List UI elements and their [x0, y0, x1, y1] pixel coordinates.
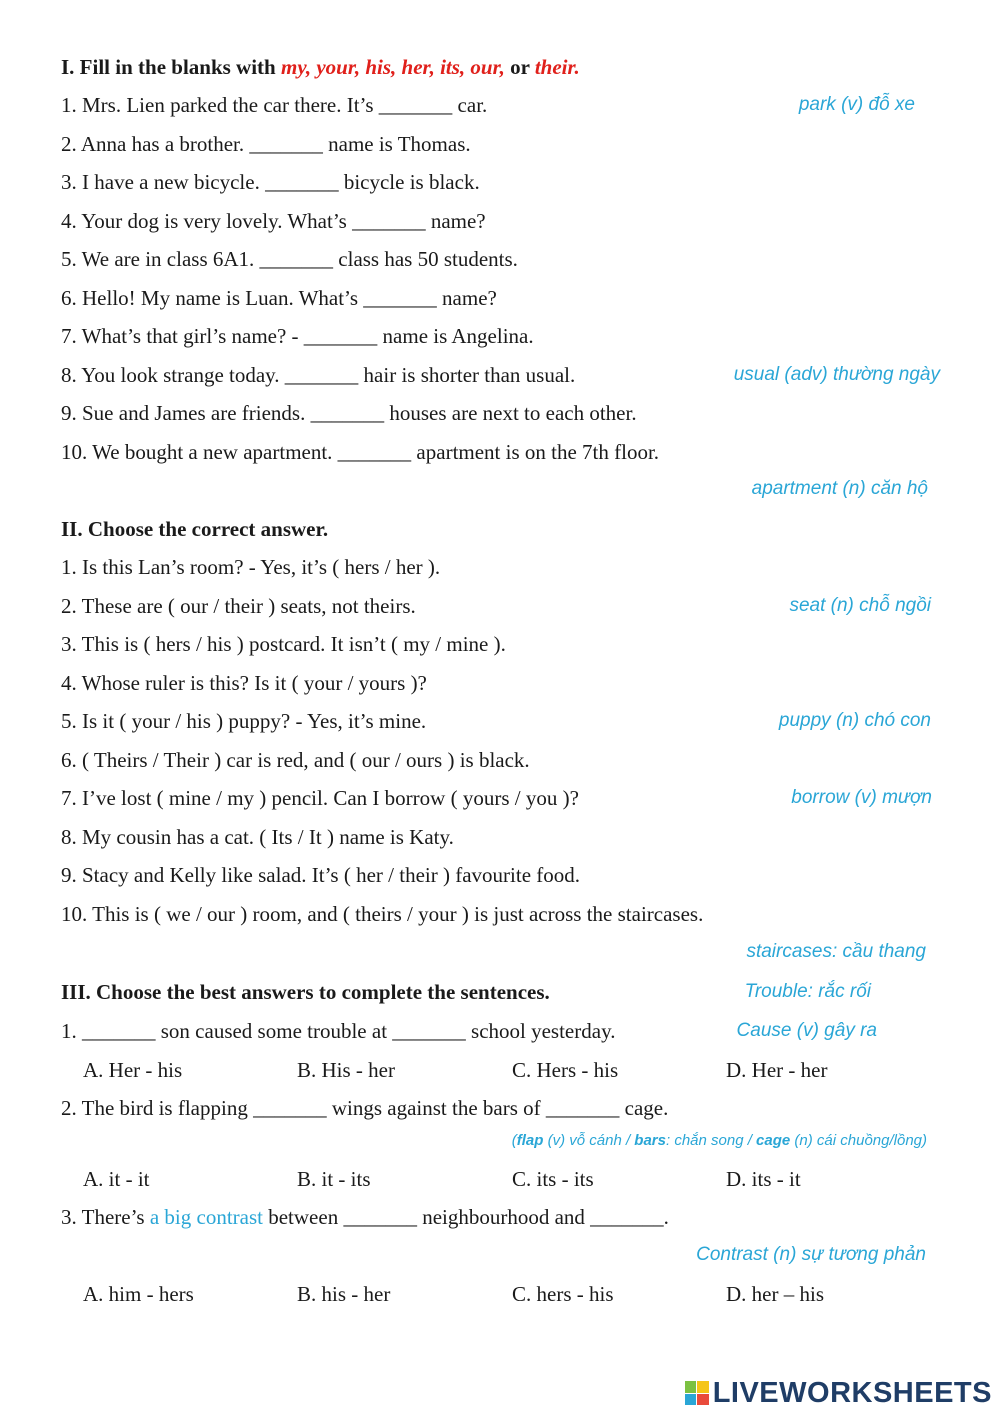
note-bars-def: : chắn song / — [665, 1132, 757, 1149]
question-text: 1. Mrs. Lien parked the car there. It’s _______ car. — [61, 93, 488, 117]
vocab-note: usual (adv) thường ngày — [733, 363, 940, 385]
question-text: 5. Is it ( your / his ) puppy? - Yes, it’s mine. — [61, 709, 427, 733]
option-b[interactable]: B. it - its — [297, 1167, 371, 1191]
question-text: 3. I have a new bicycle. _______ bicycle is black. — [61, 170, 480, 194]
vocab-note: Trouble: rắc rối — [744, 981, 871, 1002]
options-3-1 — [83, 1056, 940, 1084]
question-text: 5. We are in class 6A1. _______ class has 50 students. — [61, 247, 518, 271]
question-3-3-note-row — [61, 1241, 940, 1269]
section1-title-prefix: I. Fill in the blanks with — [61, 55, 281, 79]
question-text: 10. We bought a new apartment. _______ apartment is on the 7th floor. — [61, 439, 660, 464]
question-2-1 — [61, 553, 940, 581]
option-a[interactable]: A. him - hers — [83, 1282, 194, 1306]
vocab-note: Contrast (n) sự tương phản — [696, 1244, 926, 1265]
brand-name: LIVEWORKSHEETS — [712, 1376, 992, 1409]
question-1-2 — [61, 130, 940, 158]
option-b[interactable]: B. His - her — [297, 1058, 395, 1082]
option-d[interactable]: D. its - it — [726, 1167, 801, 1191]
question-2-4 — [61, 669, 940, 697]
vocab-note: park (v) đỗ xe — [798, 94, 915, 115]
section2-title: II. Choose the correct answer. — [61, 517, 329, 541]
question-text: 4. Your dog is very lovely. What’s _______ name? — [61, 208, 486, 233]
section1-title-last: their. — [534, 55, 580, 79]
section3-title-text: III. Choose the best answers to complete the sentences. — [61, 980, 550, 1004]
question-highlight: a big contrast — [149, 1205, 263, 1229]
note-paren: ( — [511, 1132, 517, 1149]
note-flap-term: flap — [516, 1132, 544, 1149]
vocab-note: borrow (v) mượn — [791, 787, 932, 808]
section1-title — [61, 53, 940, 81]
liveworksheets-brand[interactable] — [685, 1377, 992, 1409]
question-text: 2. Anna has a brother. _______ name is Thomas. — [61, 131, 471, 156]
liveworksheets-logo-icon — [685, 1381, 709, 1405]
section1-extra-note-row — [61, 475, 940, 503]
question-3-2: 2. The bird is flapping _______ wings against the bars of _______ cage. — [61, 1096, 669, 1120]
option-c[interactable]: C. Hers - his — [512, 1058, 619, 1082]
logo-square-yellow — [697, 1381, 709, 1393]
logo-square-blue — [685, 1394, 697, 1406]
option-b[interactable]: B. his - her — [297, 1282, 391, 1306]
question-1-6 — [61, 284, 940, 312]
question-1-10 — [61, 438, 940, 466]
question-2-3 — [61, 630, 940, 658]
question-1-5 — [61, 245, 940, 273]
logo-square-green — [685, 1381, 697, 1393]
options-3-2 — [83, 1165, 940, 1193]
logo-square-red — [697, 1394, 709, 1406]
question-1-4 — [61, 207, 940, 235]
vocab-note: apartment (n) căn hộ — [751, 478, 928, 499]
option-c[interactable]: C. hers - his — [512, 1282, 614, 1306]
question-2-2 — [61, 592, 940, 620]
section3-title — [61, 978, 940, 1006]
question-1-7 — [61, 322, 940, 350]
question-text: 6. Hello! My name is Luan. What’s _______ name? — [61, 285, 497, 310]
vocab-note: Cause (v) gây ra — [736, 1020, 877, 1041]
question-text: 3. This is ( hers / his ) postcard. It isn’t ( my / mine ). — [61, 632, 506, 656]
question-3-3 — [61, 1203, 940, 1231]
note-bars-term: bars — [634, 1132, 666, 1149]
question-text: 9. Sue and James are friends. _______ houses are next to each other. — [61, 401, 637, 425]
question-3-2-note-row — [61, 1129, 940, 1153]
question-text: 6. ( Theirs / Their ) car is red, and ( our / ours ) is black. — [61, 747, 530, 772]
question-2-6 — [61, 746, 940, 774]
option-d[interactable]: D. her – his — [726, 1282, 824, 1306]
question-text-after: between _______ neighbourhood and _______. — [262, 1205, 669, 1229]
question-text: 9. Stacy and Kelly like salad. It’s ( her / their ) favourite food. — [61, 863, 581, 887]
question-text: 7. I’ve lost ( mine / my ) pencil. Can I borrow ( yours / you )? — [61, 786, 579, 810]
question-3-1 — [61, 1017, 940, 1045]
vocab-note: seat (n) chỗ ngồi — [789, 594, 931, 616]
options-3-3 — [83, 1280, 940, 1308]
section1-title-or: or — [504, 55, 535, 79]
question-text: 8. My cousin has a cat. ( Its / It ) name is Katy. — [61, 824, 454, 849]
question-2-9 — [61, 861, 940, 889]
question-text-before: 3. There’s — [61, 1205, 150, 1229]
question-2-7 — [61, 784, 940, 812]
question-2-8 — [61, 823, 940, 851]
question-2-5 — [61, 707, 940, 735]
note-flap-def: (v) vỗ cánh / — [543, 1132, 635, 1149]
vocab-note — [512, 1129, 927, 1153]
note-cage-term: cage — [756, 1132, 791, 1149]
vocab-note: staircases: cầu thang — [746, 941, 926, 962]
question-text: 2. These are ( our / their ) seats, not theirs. — [61, 593, 416, 618]
option-a[interactable]: A. Her - his — [83, 1058, 183, 1082]
option-c[interactable]: C. its - its — [512, 1167, 594, 1191]
option-d[interactable]: D. Her - her — [726, 1058, 828, 1082]
vocab-note: puppy (n) chó con — [778, 710, 931, 731]
question-1-3 — [61, 168, 940, 196]
question-text: 1. Is this Lan’s room? - Yes, it’s ( hers / her ). — [61, 555, 441, 579]
question-text: 1. _______ son caused some trouble at _______ school yesterday. — [61, 1019, 616, 1043]
question-1-9 — [61, 399, 940, 427]
question-2-10 — [61, 900, 940, 928]
question-text: 4. Whose ruler is this? Is it ( your / yours )? — [61, 670, 427, 695]
note-cage-def: (n) cái chuồng/lồng) — [790, 1132, 927, 1149]
question-1-1 — [61, 91, 940, 119]
question-text: 8. You look strange today. _______ hair is shorter than usual. — [61, 362, 576, 387]
question-1-8 — [61, 361, 940, 389]
option-a[interactable]: A. it - it — [83, 1167, 150, 1191]
question-text: 7. What’s that girl’s name? - _______ name is Angelina. — [61, 324, 534, 348]
section2-extra-note-row — [61, 938, 940, 966]
section1-title-pronouns: my, your, his, her, its, our, — [280, 55, 505, 79]
question-text: 10. This is ( we / our ) room, and ( theirs / your ) is just across the staircases. — [61, 901, 704, 926]
